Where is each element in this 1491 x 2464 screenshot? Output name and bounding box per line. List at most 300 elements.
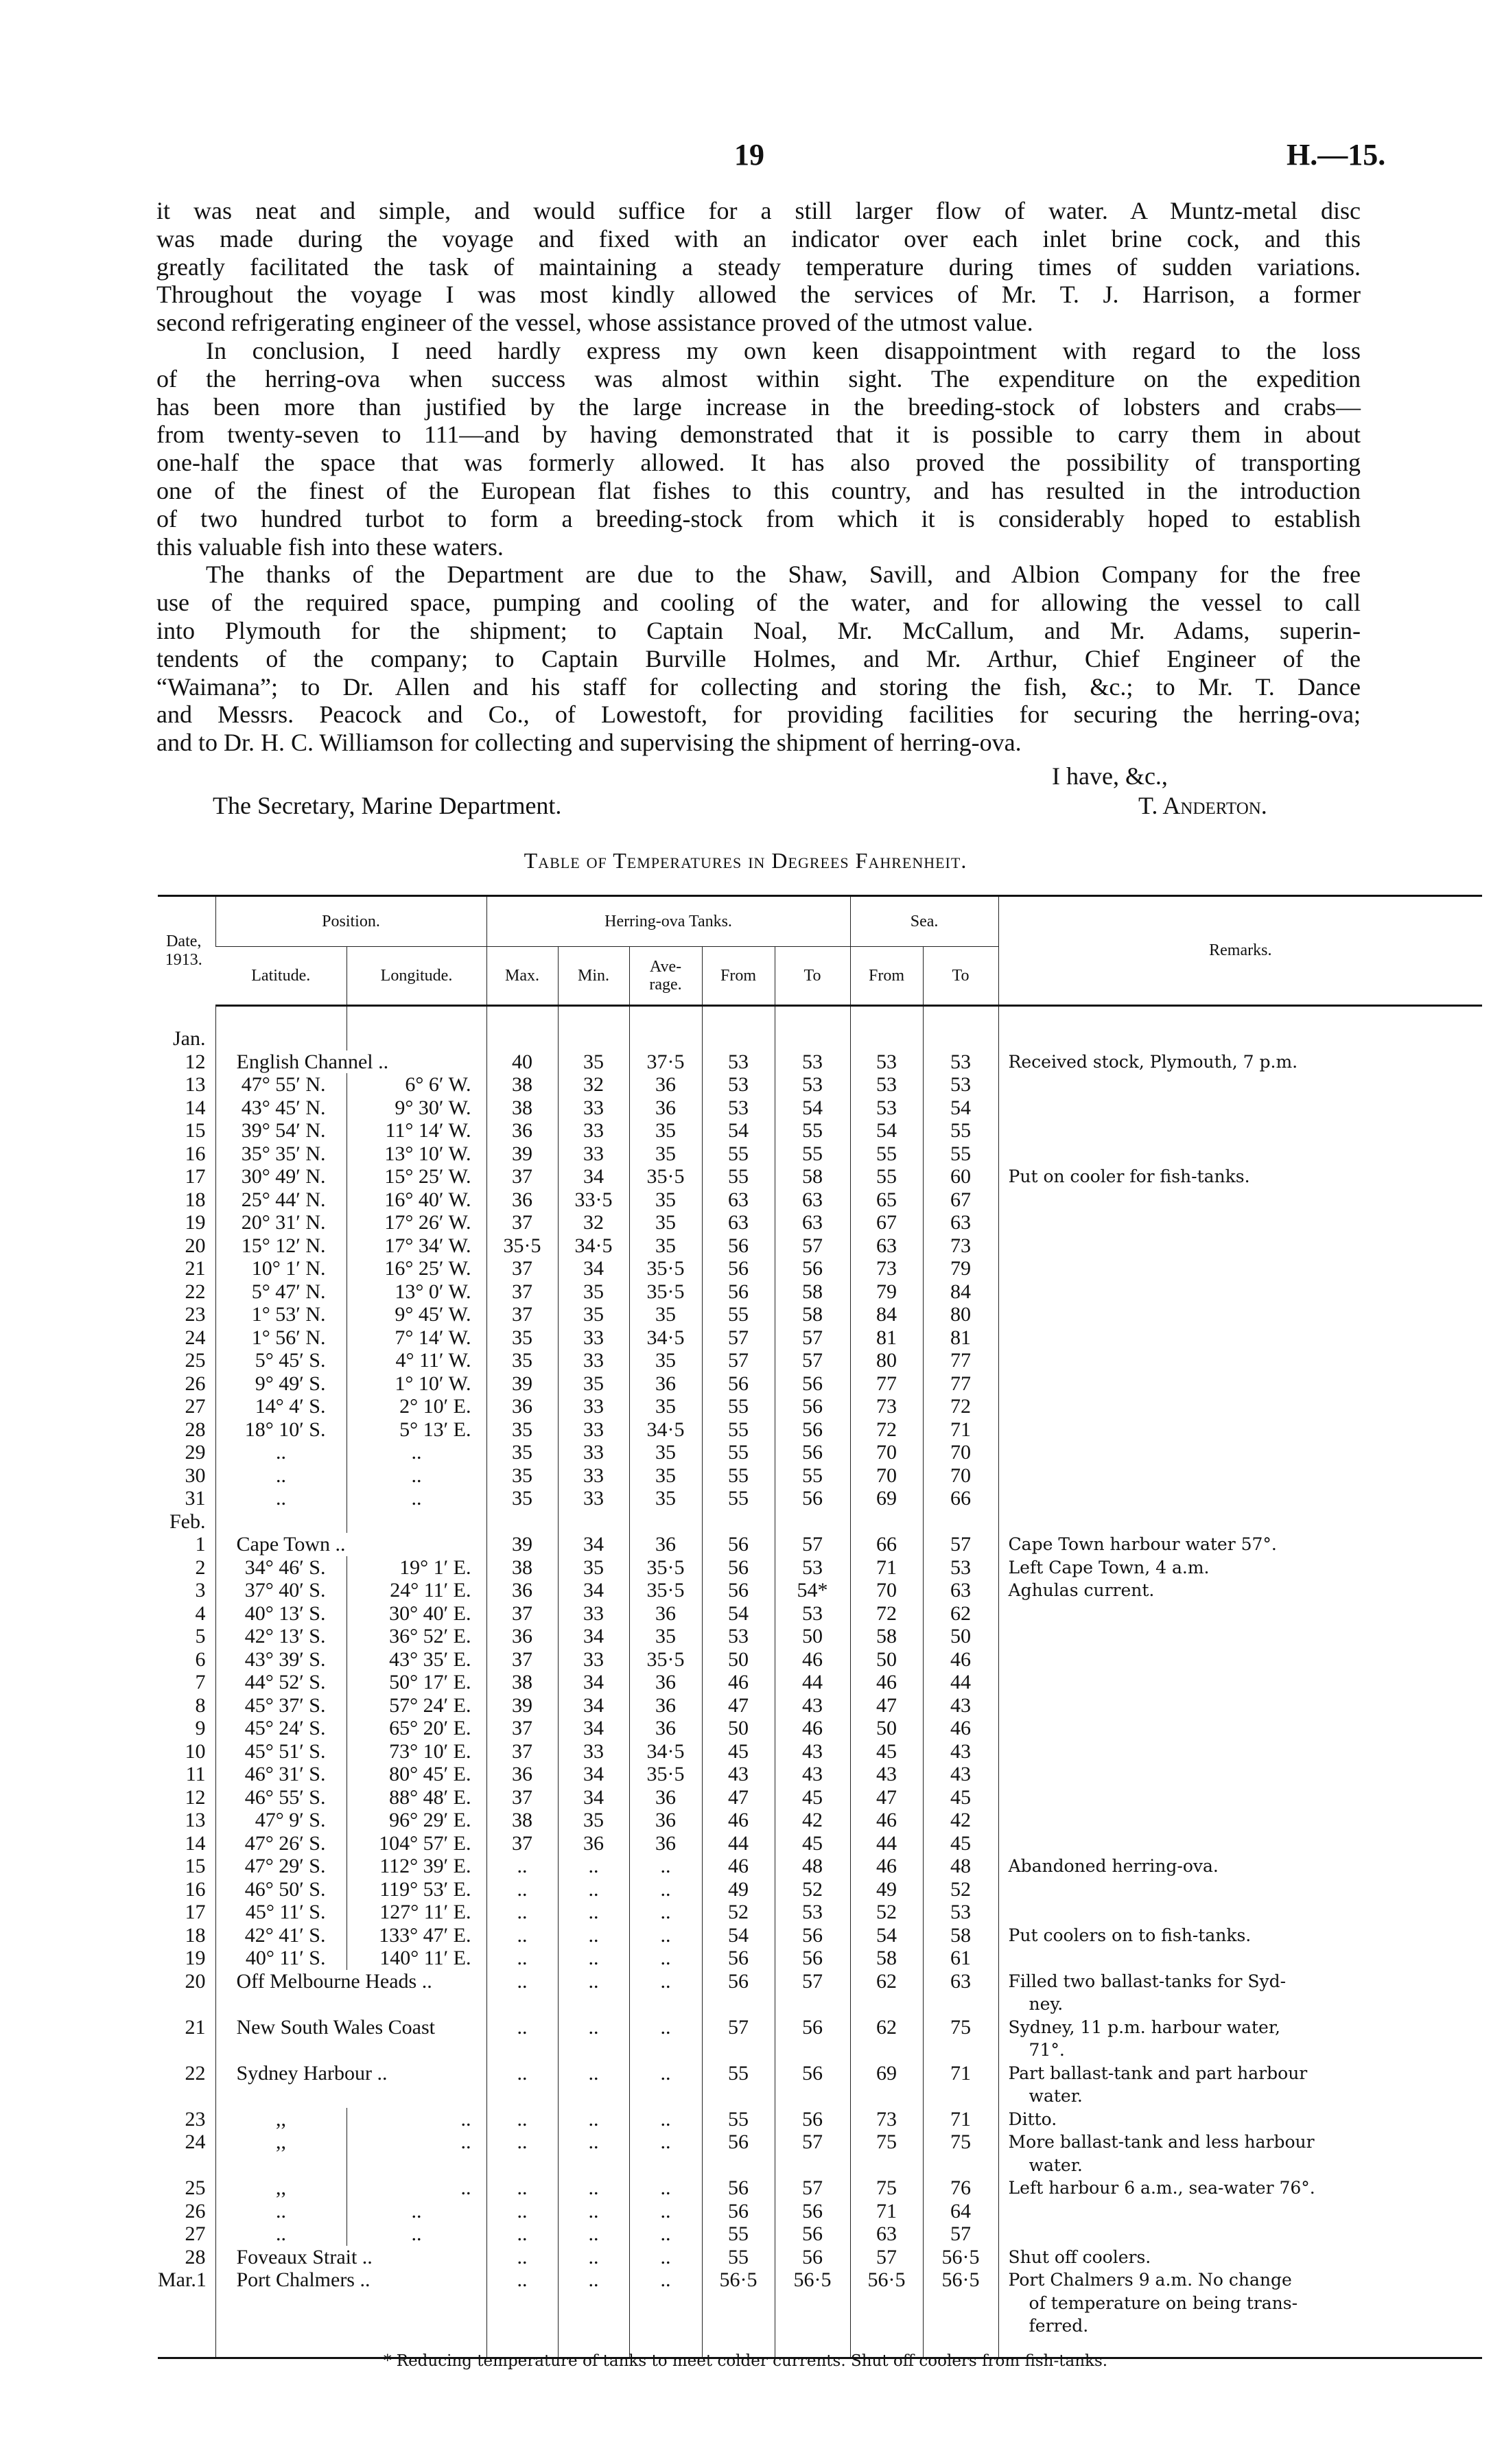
table-row bbox=[158, 1234, 1482, 1258]
sea-to-cell: 45 bbox=[923, 1786, 998, 1809]
text-line: tendents of the company; to Captain Burville Holmes, and Mr. Arthur, Chief Engineer of the bbox=[156, 644, 1361, 672]
position-cell: New South Wales Coast bbox=[215, 2016, 486, 2062]
date-cell: 22 bbox=[185, 2061, 206, 2085]
latitude-cell: 46° 50′ S. bbox=[215, 1878, 347, 1901]
max-cell: 36 bbox=[486, 1119, 558, 1142]
remark-line: Filled two ballast-tanks for Syd- bbox=[1008, 1971, 1287, 1991]
tank-to-cell: 55 bbox=[775, 1142, 850, 1166]
average-cell: .. bbox=[629, 2062, 702, 2108]
date-cell: 12 bbox=[185, 1785, 206, 1809]
addressee: The Secretary, Marine Department. bbox=[213, 792, 562, 819]
min-cell: 33 bbox=[558, 1487, 629, 1510]
sea-to-cell: 70 bbox=[923, 1441, 998, 1464]
date-cell: 12 bbox=[185, 1050, 206, 1073]
remark-line: Left Cape Town, 4 a.m. bbox=[1008, 1557, 1210, 1577]
table-row bbox=[158, 1901, 1482, 1924]
longitude-cell: 2° 10′ E. bbox=[347, 1395, 486, 1418]
empty-cell bbox=[998, 1510, 1482, 1534]
remark-line: 71°. bbox=[1029, 2040, 1065, 2060]
empty-cell bbox=[775, 1510, 850, 1534]
latitude-cell: ,, bbox=[215, 2131, 347, 2176]
average-cell: .. bbox=[629, 2246, 702, 2269]
max-cell: 39 bbox=[486, 1694, 558, 1717]
date-cell: 19 bbox=[185, 1211, 206, 1234]
remarks-cell bbox=[998, 1602, 1482, 1626]
table-row bbox=[158, 1878, 1482, 1901]
tank-to-cell: 54 bbox=[775, 1096, 850, 1120]
average-cell: 35 bbox=[629, 1464, 702, 1488]
min-cell: 33 bbox=[558, 1648, 629, 1671]
min-cell: 34 bbox=[558, 1694, 629, 1717]
sea-to-cell: 46 bbox=[923, 1648, 998, 1671]
header-sea-to: To bbox=[923, 947, 998, 1006]
sea-from-cell: 72 bbox=[850, 1418, 923, 1442]
max-cell: 37 bbox=[486, 1648, 558, 1671]
remarks-cell bbox=[998, 1671, 1482, 1694]
sea-to-cell: 60 bbox=[923, 1165, 998, 1188]
tank-to-cell: 57 bbox=[775, 1326, 850, 1350]
average-cell: 35·5 bbox=[629, 1648, 702, 1671]
remarks-cell bbox=[998, 1326, 1482, 1350]
sea-to-cell: 75 bbox=[923, 2016, 998, 2062]
sea-to-cell: 77 bbox=[923, 1372, 998, 1396]
average-cell: .. bbox=[629, 2200, 702, 2223]
max-cell: 40 bbox=[486, 1051, 558, 1074]
average-cell: 35 bbox=[629, 1142, 702, 1166]
latitude-cell: .. bbox=[215, 2222, 347, 2246]
sea-to-cell: 73 bbox=[923, 1234, 998, 1258]
sea-from-cell: 47 bbox=[850, 1694, 923, 1717]
tank-from-cell: 57 bbox=[702, 2016, 775, 2062]
table-row bbox=[158, 2222, 1482, 2246]
tank-from-cell: 55 bbox=[702, 1395, 775, 1418]
remarks-cell bbox=[998, 1717, 1482, 1740]
min-cell: 33 bbox=[558, 1464, 629, 1488]
table-row bbox=[158, 1165, 1482, 1188]
sea-from-cell: 52 bbox=[850, 1901, 923, 1924]
max-cell: 36 bbox=[486, 1625, 558, 1648]
date-cell: 21 bbox=[185, 1257, 206, 1280]
average-cell: .. bbox=[629, 2222, 702, 2246]
average-cell: .. bbox=[629, 1878, 702, 1901]
sea-from-cell: 70 bbox=[850, 1441, 923, 1464]
date-cell: 15 bbox=[185, 1855, 206, 1877]
sea-from-cell: 62 bbox=[850, 2016, 923, 2062]
tank-to-cell: 53 bbox=[775, 1602, 850, 1626]
sea-to-cell: 71 bbox=[923, 1418, 998, 1442]
remark-line: water. bbox=[1029, 2086, 1083, 2106]
longitude-cell: 119° 53′ E. bbox=[347, 1878, 486, 1901]
date-cell: 17 bbox=[185, 1165, 206, 1188]
position-cell: Port Chalmers .. bbox=[215, 2268, 486, 2358]
longitude-cell: .. bbox=[347, 2200, 486, 2223]
latitude-cell: 43° 45′ N. bbox=[215, 1096, 347, 1120]
tank-from-cell: 57 bbox=[702, 1349, 775, 1372]
tank-from-cell: 49 bbox=[702, 1878, 775, 1901]
max-cell: 35 bbox=[486, 1418, 558, 1442]
sea-from-cell: 45 bbox=[850, 1740, 923, 1763]
min-cell: 35 bbox=[558, 1372, 629, 1396]
table-row bbox=[158, 1648, 1482, 1671]
tank-from-cell: 56 bbox=[702, 1947, 775, 1970]
min-cell: 35 bbox=[558, 1280, 629, 1304]
tank-to-cell: 57 bbox=[775, 2176, 850, 2200]
header-max: Max. bbox=[486, 947, 558, 1006]
position-cell: Off Melbourne Heads .. bbox=[215, 1970, 486, 2016]
sea-to-cell: 63 bbox=[923, 1970, 998, 2016]
min-cell: 33 bbox=[558, 1441, 629, 1464]
sea-from-cell: 75 bbox=[850, 2176, 923, 2200]
remarks-cell bbox=[998, 1119, 1482, 1142]
sea-to-cell: 53 bbox=[923, 1051, 998, 1074]
sea-from-cell: 73 bbox=[850, 1257, 923, 1280]
sea-to-cell: 43 bbox=[923, 1763, 998, 1786]
latitude-cell: .. bbox=[215, 2200, 347, 2223]
remarks-cell bbox=[998, 1947, 1482, 1970]
text-line: and Messrs. Peacock and Co., of Lowestoft, for providing facilities for securing the herring-ova; bbox=[156, 701, 1361, 729]
header-longitude: Longitude. bbox=[347, 947, 486, 1006]
sea-to-cell: 50 bbox=[923, 1625, 998, 1648]
tank-from-cell: 56 bbox=[702, 1280, 775, 1304]
tank-from-cell: 53 bbox=[702, 1073, 775, 1096]
min-cell: 33 bbox=[558, 1602, 629, 1626]
average-cell: 35·5 bbox=[629, 1280, 702, 1304]
sea-from-cell: 47 bbox=[850, 1786, 923, 1809]
date-cell: 28 bbox=[185, 1418, 206, 1441]
sea-from-cell: 58 bbox=[850, 1947, 923, 1970]
latitude-cell: 45° 37′ S. bbox=[215, 1694, 347, 1717]
remarks-cell bbox=[998, 2016, 1482, 2062]
min-cell: 35 bbox=[558, 1556, 629, 1580]
remarks-cell bbox=[998, 1533, 1482, 1556]
max-cell: 37 bbox=[486, 1303, 558, 1326]
table-row bbox=[158, 2108, 1482, 2131]
sea-to-cell: 70 bbox=[923, 1464, 998, 1488]
remarks-cell bbox=[998, 2131, 1482, 2176]
max-cell: 35 bbox=[486, 1441, 558, 1464]
empty-cell bbox=[702, 1510, 775, 1534]
paragraph bbox=[156, 197, 1361, 337]
remarks-cell bbox=[998, 1786, 1482, 1809]
sea-to-cell: 43 bbox=[923, 1740, 998, 1763]
remarks-cell bbox=[998, 1303, 1482, 1326]
longitude-cell: 9° 30′ W. bbox=[347, 1096, 486, 1120]
remarks-cell bbox=[998, 1809, 1482, 1832]
longitude-cell: 13° 0′ W. bbox=[347, 1280, 486, 1304]
latitude-cell: 42° 13′ S. bbox=[215, 1625, 347, 1648]
sea-to-cell: 57 bbox=[923, 1533, 998, 1556]
max-cell: .. bbox=[486, 1947, 558, 1970]
remarks-cell bbox=[998, 1280, 1482, 1304]
tank-from-cell: 57 bbox=[702, 1326, 775, 1350]
latitude-cell: 44° 52′ S. bbox=[215, 1671, 347, 1694]
date-cell: 6 bbox=[195, 1647, 206, 1671]
tank-to-cell: 44 bbox=[775, 1671, 850, 1694]
longitude-cell: 73° 10′ E. bbox=[347, 1740, 486, 1763]
sea-from-cell: 80 bbox=[850, 1349, 923, 1372]
remarks-cell bbox=[998, 2062, 1482, 2108]
sea-from-cell: 71 bbox=[850, 2200, 923, 2223]
average-cell: 36 bbox=[629, 1096, 702, 1120]
remark-line: ferred. bbox=[1029, 2316, 1089, 2336]
min-cell: 33 bbox=[558, 1096, 629, 1120]
position-cell: Foveaux Strait .. bbox=[215, 2246, 486, 2269]
date-cell: 18 bbox=[185, 1188, 206, 1211]
longitude-cell: .. bbox=[347, 1464, 486, 1488]
sea-from-cell: 69 bbox=[850, 2062, 923, 2108]
latitude-cell: 14° 4′ S. bbox=[215, 1395, 347, 1418]
header-min: Min. bbox=[558, 947, 629, 1006]
date-cell: 28 bbox=[185, 2245, 206, 2268]
max-cell: .. bbox=[486, 2222, 558, 2246]
remark-line: Shut off coolers. bbox=[1008, 2246, 1151, 2267]
date-cell: 26 bbox=[185, 2199, 206, 2222]
sea-from-cell: 55 bbox=[850, 1142, 923, 1166]
date-cell: 15 bbox=[185, 1119, 206, 1142]
sea-from-cell: 81 bbox=[850, 1326, 923, 1350]
tank-to-cell: 56 bbox=[775, 1441, 850, 1464]
latitude-cell: 40° 11′ S. bbox=[215, 1947, 347, 1970]
average-cell: 35 bbox=[629, 1211, 702, 1234]
sea-to-cell: 76 bbox=[923, 2176, 998, 2200]
empty-cell bbox=[629, 1027, 702, 1051]
date-cell: 14 bbox=[185, 1096, 206, 1119]
average-cell: 36 bbox=[629, 1717, 702, 1740]
date-cell: 11 bbox=[185, 1763, 206, 1785]
remarks-cell bbox=[998, 1234, 1482, 1258]
sea-from-cell: 46 bbox=[850, 1809, 923, 1832]
average-cell: 36 bbox=[629, 1073, 702, 1096]
max-cell: 38 bbox=[486, 1096, 558, 1120]
empty-cell bbox=[486, 1027, 558, 1051]
table-row bbox=[158, 1418, 1482, 1442]
longitude-cell: 16° 40′ W. bbox=[347, 1188, 486, 1212]
max-cell: .. bbox=[486, 2108, 558, 2131]
table-row bbox=[158, 2268, 1482, 2358]
longitude-cell: .. bbox=[347, 2222, 486, 2246]
sea-from-cell: 70 bbox=[850, 1464, 923, 1488]
temperature-table bbox=[158, 895, 1482, 2359]
tank-to-cell: 56 bbox=[775, 1395, 850, 1418]
table-row bbox=[158, 1464, 1482, 1488]
remarks-cell bbox=[998, 2176, 1482, 2200]
max-cell: .. bbox=[486, 1901, 558, 1924]
remark-line: Part ballast-tank and part harbour bbox=[1008, 2063, 1308, 2083]
longitude-cell: .. bbox=[347, 1487, 486, 1510]
average-cell: 35·5 bbox=[629, 1556, 702, 1580]
remarks-cell bbox=[998, 1694, 1482, 1717]
date-cell: 30 bbox=[185, 1464, 206, 1487]
tank-to-cell: 57 bbox=[775, 1533, 850, 1556]
min-cell: 34 bbox=[558, 1671, 629, 1694]
header-average: Ave-rage. bbox=[629, 947, 702, 1006]
min-cell: 33 bbox=[558, 1418, 629, 1442]
tank-to-cell: 56 bbox=[775, 1418, 850, 1442]
table-row bbox=[158, 1096, 1482, 1120]
latitude-cell: .. bbox=[215, 1464, 347, 1488]
tank-to-cell: 58 bbox=[775, 1165, 850, 1188]
latitude-cell: 45° 51′ S. bbox=[215, 1740, 347, 1763]
longitude-cell: 17° 34′ W. bbox=[347, 1234, 486, 1258]
document-reference: H.—15. bbox=[1287, 138, 1386, 172]
sea-to-cell: 80 bbox=[923, 1303, 998, 1326]
tank-from-cell: 55 bbox=[702, 2108, 775, 2131]
remark-line: Left harbour 6 a.m., sea-water 76°. bbox=[1008, 2178, 1315, 2198]
remark-line: Sydney, 11 p.m. harbour water, bbox=[1008, 2017, 1281, 2037]
average-cell: 35 bbox=[629, 1487, 702, 1510]
min-cell: .. bbox=[558, 2062, 629, 2108]
latitude-cell: 5° 47′ N. bbox=[215, 1280, 347, 1304]
table-row bbox=[158, 1786, 1482, 1809]
sea-to-cell: 63 bbox=[923, 1579, 998, 1602]
average-cell: 36 bbox=[629, 1694, 702, 1717]
latitude-cell: .. bbox=[215, 1487, 347, 1510]
table-row bbox=[158, 2200, 1482, 2223]
sea-from-cell: 54 bbox=[850, 1119, 923, 1142]
date-cell: 21 bbox=[185, 2015, 206, 2039]
min-cell: .. bbox=[558, 1878, 629, 1901]
min-cell: .. bbox=[558, 1947, 629, 1970]
longitude-cell: 140° 11′ E. bbox=[347, 1947, 486, 1970]
latitude-cell: 43° 39′ S. bbox=[215, 1648, 347, 1671]
latitude-cell: 30° 49′ N. bbox=[215, 1165, 347, 1188]
longitude-cell: .. bbox=[347, 1441, 486, 1464]
latitude-cell: 47° 29′ S. bbox=[215, 1855, 347, 1878]
remarks-cell bbox=[998, 1073, 1482, 1096]
max-cell: 35 bbox=[486, 1487, 558, 1510]
latitude-cell: 18° 10′ S. bbox=[215, 1418, 347, 1442]
tank-from-cell: 53 bbox=[702, 1625, 775, 1648]
max-cell: 36 bbox=[486, 1763, 558, 1786]
min-cell: 34 bbox=[558, 1786, 629, 1809]
table-row bbox=[158, 1832, 1482, 1855]
latitude-cell: 5° 45′ S. bbox=[215, 1349, 347, 1372]
empty-cell bbox=[923, 1027, 998, 1051]
tank-from-cell: 44 bbox=[702, 1832, 775, 1855]
remarks-cell bbox=[998, 1924, 1482, 1947]
longitude-cell: 112° 39′ E. bbox=[347, 1855, 486, 1878]
remark-line: Put coolers on to fish-tanks. bbox=[1008, 1925, 1252, 1945]
empty-cell bbox=[215, 1027, 347, 1051]
max-cell: 37 bbox=[486, 1717, 558, 1740]
sea-from-cell: 53 bbox=[850, 1073, 923, 1096]
min-cell: 34 bbox=[558, 1625, 629, 1648]
average-cell: 35·5 bbox=[629, 1579, 702, 1602]
sea-from-cell: 43 bbox=[850, 1763, 923, 1786]
max-cell: 38 bbox=[486, 1671, 558, 1694]
remark-line: Abandoned herring-ova. bbox=[1008, 1856, 1219, 1876]
text-line: from twenty-seven to 111—and by having demonstrated that it is possible to carry them in about bbox=[156, 421, 1361, 449]
month-row bbox=[158, 1510, 1482, 1534]
latitude-cell: 20° 31′ N. bbox=[215, 1211, 347, 1234]
longitude-cell: 127° 11′ E. bbox=[347, 1901, 486, 1924]
sea-from-cell: 50 bbox=[850, 1648, 923, 1671]
average-cell: 35·5 bbox=[629, 1165, 702, 1188]
remarks-cell bbox=[998, 1625, 1482, 1648]
date-cell: 24 bbox=[185, 1326, 206, 1349]
remarks-cell bbox=[998, 1372, 1482, 1396]
average-cell: 35 bbox=[629, 1441, 702, 1464]
sea-from-cell: 63 bbox=[850, 1234, 923, 1258]
header-remarks: Remarks. bbox=[998, 896, 1482, 1006]
empty-cell bbox=[558, 1027, 629, 1051]
average-cell: .. bbox=[629, 2131, 702, 2176]
longitude-cell: .. bbox=[347, 2176, 486, 2200]
min-cell: 35 bbox=[558, 1809, 629, 1832]
sea-from-cell: 44 bbox=[850, 1832, 923, 1855]
text-line: greatly facilitated the task of maintaining a steady temperature during times of sudden variations. bbox=[156, 253, 1361, 281]
min-cell: 33 bbox=[558, 1740, 629, 1763]
date-cell: 4 bbox=[195, 1601, 206, 1625]
min-cell: 36 bbox=[558, 1832, 629, 1855]
sea-from-cell: 63 bbox=[850, 2222, 923, 2246]
longitude-cell: 11° 14′ W. bbox=[347, 1119, 486, 1142]
tank-from-cell: 56 bbox=[702, 2131, 775, 2176]
min-cell: .. bbox=[558, 2131, 629, 2176]
longitude-cell: 57° 24′ E. bbox=[347, 1694, 486, 1717]
tank-from-cell: 50 bbox=[702, 1717, 775, 1740]
sea-to-cell: 72 bbox=[923, 1395, 998, 1418]
tank-to-cell: 56 bbox=[775, 1947, 850, 1970]
longitude-cell: 50° 17′ E. bbox=[347, 1671, 486, 1694]
min-cell: 35 bbox=[558, 1303, 629, 1326]
max-cell: 38 bbox=[486, 1556, 558, 1580]
sea-to-cell: 56·5 bbox=[923, 2246, 998, 2269]
min-cell: 33 bbox=[558, 1349, 629, 1372]
date-cell: Mar.1 bbox=[158, 2268, 215, 2358]
text-line: it was neat and simple, and would suffice for a still larger flow of water. A Muntz-metal disc bbox=[156, 197, 1361, 224]
tank-from-cell: 45 bbox=[702, 1740, 775, 1763]
sea-to-cell: 44 bbox=[923, 1671, 998, 1694]
empty-cell bbox=[998, 1027, 1482, 1051]
tank-to-cell: 46 bbox=[775, 1717, 850, 1740]
table-row bbox=[158, 1211, 1482, 1234]
date-cell: 23 bbox=[185, 2107, 206, 2131]
sea-from-cell: 50 bbox=[850, 1717, 923, 1740]
tank-to-cell: 56 bbox=[775, 1487, 850, 1510]
sea-from-cell: 54 bbox=[850, 1924, 923, 1947]
longitude-cell: 36° 52′ E. bbox=[347, 1625, 486, 1648]
tank-to-cell: 56 bbox=[775, 1924, 850, 1947]
tank-to-cell: 56 bbox=[775, 2200, 850, 2223]
remarks-cell bbox=[998, 1901, 1482, 1924]
max-cell: 36 bbox=[486, 1579, 558, 1602]
text-line: one-half the space that was formerly allowed. It has also proved the possibility of transporting bbox=[156, 449, 1361, 477]
tank-from-cell: 54 bbox=[702, 1924, 775, 1947]
longitude-cell: 6° 6′ W. bbox=[347, 1073, 486, 1096]
header-sea: Sea. bbox=[850, 896, 998, 947]
average-cell: 36 bbox=[629, 1809, 702, 1832]
signatory: T. Anderton. bbox=[1138, 792, 1267, 819]
table-row bbox=[158, 1970, 1482, 2016]
date-cell: 23 bbox=[185, 1303, 206, 1326]
sea-from-cell: 46 bbox=[850, 1671, 923, 1694]
min-cell: 34 bbox=[558, 1763, 629, 1786]
tank-from-cell: 56 bbox=[702, 1372, 775, 1396]
max-cell: .. bbox=[486, 2176, 558, 2200]
tank-from-cell: 55 bbox=[702, 1441, 775, 1464]
tank-to-cell: 46 bbox=[775, 1648, 850, 1671]
max-cell: 37 bbox=[486, 1832, 558, 1855]
tank-to-cell: 50 bbox=[775, 1625, 850, 1648]
tank-to-cell: 55 bbox=[775, 1464, 850, 1488]
sea-to-cell: 54 bbox=[923, 1096, 998, 1120]
tank-from-cell: 56 bbox=[702, 1579, 775, 1602]
longitude-cell: 13° 10′ W. bbox=[347, 1142, 486, 1166]
sea-to-cell: 58 bbox=[923, 1924, 998, 1947]
average-cell: .. bbox=[629, 1855, 702, 1878]
average-cell: 34·5 bbox=[629, 1418, 702, 1442]
